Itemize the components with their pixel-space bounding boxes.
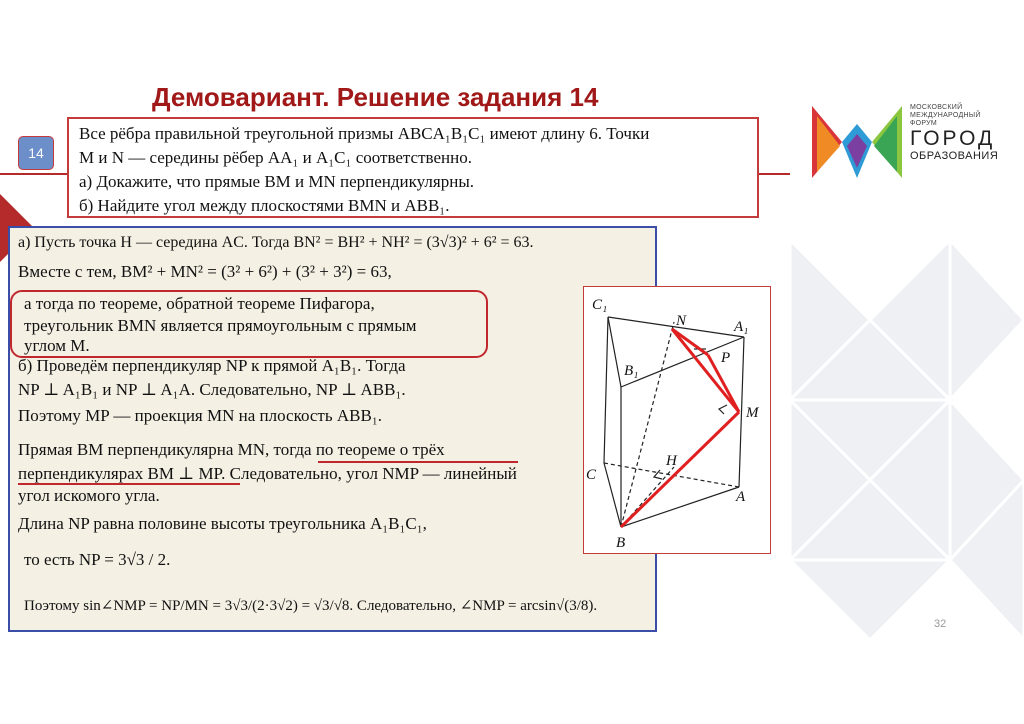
solution-line-4: треугольник BMN является прямоугольным с прямым [24, 316, 417, 335]
solution-line-10: перпендикулярах BM ⊥ MP. Следовательно, угол NMP — линейный [18, 464, 517, 483]
solution-line-3: а тогда по теореме, обратной теореме Пифагора, [24, 294, 375, 313]
logo-sub-text: ОБРАЗОВАНИЯ [910, 150, 999, 162]
highlight-frame [10, 290, 488, 358]
logo-top-line-3: ФОРУМ [910, 120, 938, 127]
solution-line-8: Поэтому MP — проекция MN на плоскость ABB₁. [18, 406, 382, 425]
logo-top-line-1: МОСКОВСКИЙ [910, 104, 963, 111]
label-b: B [616, 535, 626, 551]
prism-diagram [583, 286, 771, 554]
task-statement [67, 117, 759, 218]
logo-top-line-2: МЕЖДУНАРОДНЫЙ [910, 112, 981, 119]
task-line-2: M и N — середины рёбер AA₁ и A₁C₁ соответственно. [79, 148, 472, 167]
label-a: A [736, 489, 746, 505]
task-line-3: а) Докажите, что прямые BM и MN перпендикулярны. [79, 172, 474, 191]
solution-line-13: то есть NP = 3√3 / 2. [24, 550, 171, 569]
solution-line-5: углом M. [24, 336, 90, 355]
label-a1: A₁ [734, 319, 749, 335]
label-h: H [666, 453, 677, 469]
solution-line-2: Вместе с тем, BM² + MN² = (3² + 6²) + (3² + 3²) = 63, [18, 262, 392, 281]
prism-svg [584, 287, 770, 553]
solution-line-11: угол искомого угла. [18, 486, 160, 505]
logo-mark-icon [812, 106, 902, 178]
logo-main-text: ГОРОД [910, 127, 996, 150]
label-b1: B₁ [624, 363, 639, 379]
underline-perpendiculars [18, 483, 240, 485]
task-line-1: Все рёбра правильной треугольной призмы ABCA₁B₁C₁ имеют длину 6. Точки [79, 124, 650, 143]
label-c: C [586, 467, 597, 483]
solution-line-14: Поэтому sin∠NMP = NP/MN = 3√3/(2·3√2) = √3/√8. Следовательно, ∠NMP = arcsin√(3/8). [24, 598, 598, 614]
task-number-badge: 14 [18, 136, 54, 170]
solution-line-9: Прямая BM перпендикулярна MN, тогда по теореме о трёх [18, 440, 445, 459]
label-m: M [746, 405, 759, 421]
solution-line-7: NP ⊥ A₁B₁ и NP ⊥ A₁A. Следовательно, NP ⊥ ABB₁. [18, 380, 406, 399]
page-number: 32 [934, 618, 947, 630]
solution-line-12: Длина NP равна половине высоты треугольника A₁B₁C₁, [18, 514, 427, 533]
label-n: N [676, 313, 687, 329]
slide-title: Демовариант. Решение задания 14 [152, 82, 599, 112]
label-p: P [721, 350, 731, 366]
solution-line-1: а) Пусть точка H — середина AC. Тогда BN² = BH² + NH² = (3√3)² + 6² = 63. [18, 234, 534, 251]
solution-panel [8, 226, 657, 632]
solution-line-6: б) Проведём перпендикуляр NP к прямой A₁B₁. Тогда [18, 356, 406, 375]
forum-logo [812, 102, 999, 182]
task-line-4: б) Найдите угол между плоскостями BMN и ABB₁. [79, 196, 450, 215]
underline-theorem [318, 461, 518, 463]
label-c1: C₁ [592, 297, 608, 313]
